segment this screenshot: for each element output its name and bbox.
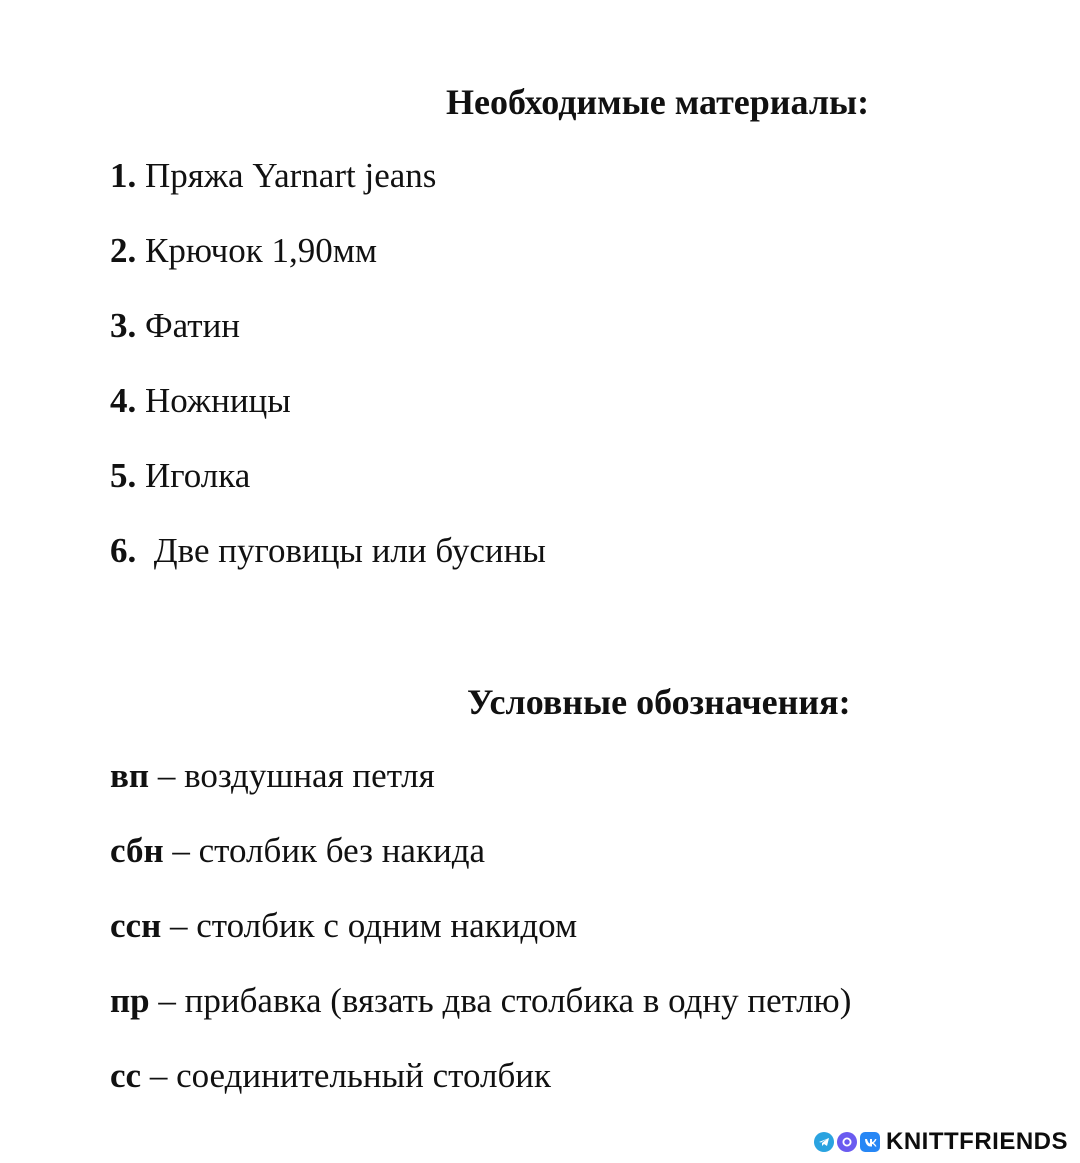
materials-item <box>110 379 291 423</box>
legend-abbreviation: сс <box>110 1056 142 1095</box>
legend-item <box>110 979 851 1023</box>
telegram-icon <box>814 1132 834 1152</box>
item-text: Крючок 1,90мм <box>136 231 378 270</box>
item-text: Фатин <box>136 306 241 345</box>
item-number: 4. <box>110 381 137 420</box>
legend-abbreviation: ссн <box>110 906 162 945</box>
item-number: 6. <box>110 531 137 570</box>
legend-item <box>110 1054 551 1098</box>
vk-icon <box>860 1132 880 1152</box>
materials-item <box>110 529 546 573</box>
item-number: 3. <box>110 306 137 345</box>
legend-abbreviation: вп <box>110 756 150 795</box>
item-text: Две пуговицы или бусины <box>136 531 546 570</box>
item-number: 2. <box>110 231 137 270</box>
max-icon <box>837 1132 857 1152</box>
item-text: Иголка <box>136 456 251 495</box>
legend-description: – столбик без накида <box>163 831 486 870</box>
legend-item <box>110 829 485 873</box>
legend-description: – воздушная петля <box>149 756 435 795</box>
legend-item <box>110 904 577 948</box>
materials-item <box>110 154 436 198</box>
watermark-text: KNITTFRIENDS <box>886 1128 1068 1155</box>
item-number: 1. <box>110 156 137 195</box>
watermark <box>814 1127 1068 1157</box>
legend-abbreviation: пр <box>110 981 150 1020</box>
legend-abbreviation: сбн <box>110 831 164 870</box>
materials-item <box>110 304 240 348</box>
item-number: 5. <box>110 456 137 495</box>
materials-heading: Необходимые материалы: <box>446 82 870 122</box>
item-text: Ножницы <box>136 381 291 420</box>
item-text: Пряжа Yarnart jeans <box>136 156 437 195</box>
materials-item <box>110 454 250 498</box>
legend-heading: Условные обозначения: <box>467 682 851 722</box>
materials-item <box>110 229 377 273</box>
legend-description: – прибавка (вязать два столбика в одну петлю) <box>149 981 852 1020</box>
legend-description: – соединительный столбик <box>141 1056 552 1095</box>
legend-item <box>110 754 435 798</box>
legend-description: – столбик с одним накидом <box>161 906 578 945</box>
